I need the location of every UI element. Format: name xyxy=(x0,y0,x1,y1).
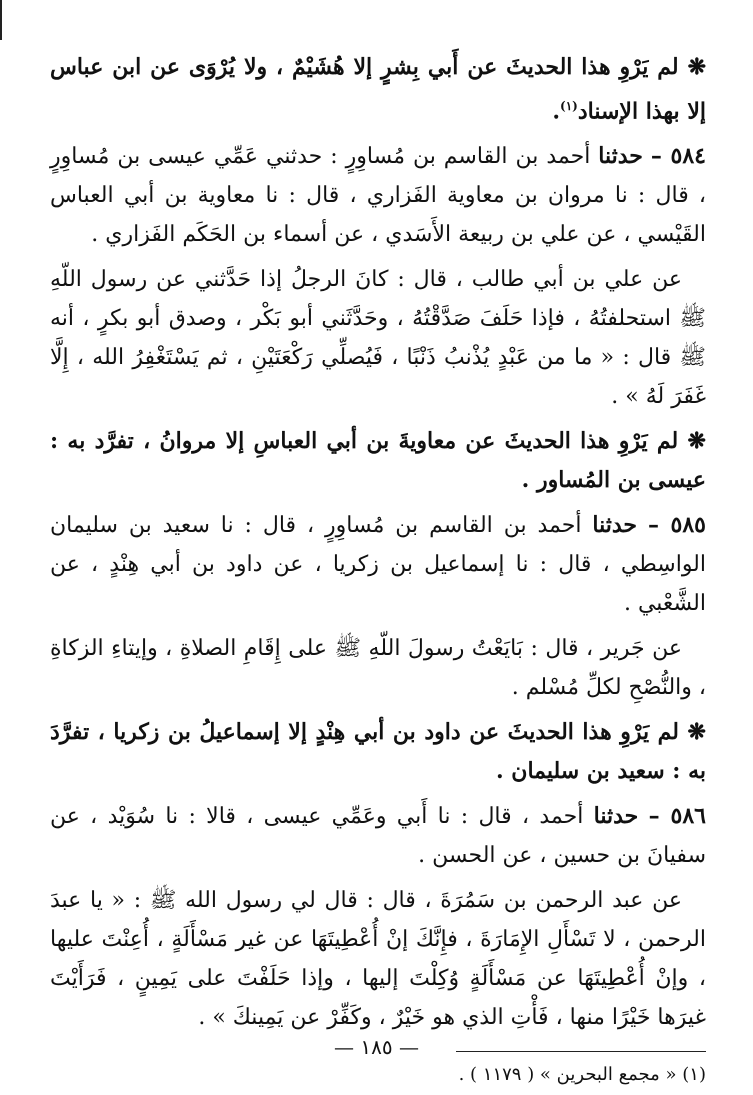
note-end: . xyxy=(521,467,530,494)
hadith-lead: حدثنا xyxy=(593,803,639,830)
note-paragraph-1 xyxy=(50,48,706,131)
footnote: (١) « مجمع البحرين » ( ١١٧٩ ) . xyxy=(458,1064,706,1086)
document-page xyxy=(50,48,706,1090)
hadith-584-matn: عن علي بن أبي طالب ، قال : كانَ الرجلُ إذا حَدَّثني عن رسول اللّهِ ﷺ استحلفتُهُ ، فإذا حَلَفَ صَدَّقْتُهُ ، وحَدَّثَني أبو بَكْر ، وصدق أبو بكرٍ ، أنه ﷺ قال : « ما من عَبْدٍ يُذْنبُ ذَنْبًا ، فَيُصلِّي رَكْعَتَيْنِ ، ثم يَسْتَغْفِرُ الله ، إِلَّا غَفَرَ لَهُ » . xyxy=(50,267,706,410)
note-end: . xyxy=(495,758,504,785)
note-end: . xyxy=(552,98,561,125)
hadith-number: ٥٨٤ – xyxy=(650,143,706,170)
margin-rule xyxy=(0,0,2,40)
hadith-585-matn: عن جَرير ، قال : بَايَعْتُ رسولَ اللّهِ ﷺ على إِقَامِ الصلاةِ ، وإيتاءِ الزكاةِ ، والنُّصْحِ لكلِّ مُسْلم . xyxy=(50,636,706,701)
hadith-584-isnad xyxy=(50,137,706,254)
note-text: لم يَرْوِ هذا الحديثَ عن معاويةَ بن أبي العباسِ إلا مروانُ ، تفرَّد به : عيسى بن المُساور xyxy=(50,428,706,494)
asterism-icon: ❋ xyxy=(687,719,706,746)
footnote-ref[interactable]: (١) xyxy=(560,99,578,113)
note-text: لم يَرْوِ هذا الحديثَ عن داود بن أبي هِنْدٍ إلا إسماعيلُ بن زكريا ، تفرَّدَ به : سعيد بن سليمان xyxy=(50,719,706,785)
asterism-icon: ❋ xyxy=(687,428,706,455)
hadith-586-isnad xyxy=(50,797,706,875)
note-text: لم يَرْوِ هذا الحديثَ عن أَبي بِشرٍ إلا هُشَيْمٌ ، ولا يُرْوَى عن ابن عباس إلا بهذا الإسناد xyxy=(50,54,706,125)
isnad-text: أحمد بن القاسم بن مُساوِرٍ : حدثني عَمِّي عيسى بن مُساوِرٍ ، قال : نا مروان بن معاوية الفَزاري ، قال : نا معاوية بن أبي العباس القَيْسي ، عن علي بن ربيعة الأَسَدي ، عن أسماء بن الحَكَم الفَزاري . xyxy=(50,144,706,248)
hadith-number: ٥٨٦ – xyxy=(648,803,706,830)
hadith-lead: حدثنا xyxy=(598,143,643,170)
isnad-text: أحمد ، قال : نا أَبي وعَمِّي عيسى ، قالا : نا سُوَيْد ، عن سفيانَ بن حسين ، عن الحسن . xyxy=(50,804,706,869)
hadith-586-matn: عن عبد الرحمن بن سَمُرَةَ ، قال : قال لي رسول الله ﷺ : « يا عبدَ الرحمن ، لا تَسْأَلِ الإِمَارَةَ ، فإِنَّكَ إنْ أُعْطِيتَهَا عن غير مَسْأَلَةٍ ، أُعِنْتَ عليها ، وإنْ أُعْطِيتَهَا عن مَسْأَلَةٍ وُكِلْتَ إليها ، وإذا حَلَفْتَ على يَمِينٍ ، فَرَأَيْتَ غيرَها خَيْرًا منها ، فَأْتِ الذي هو خَيْرٌ ، وكَفِّرْ عن يَمِينكَ » . xyxy=(50,888,706,1031)
note-paragraph-3 xyxy=(50,713,706,791)
isnad-text: أحمد بن القاسم بن مُساوِرٍ ، قال : نا سعيد بن سليمان الواسِطي ، قال : نا إسماعيل بن زكريا ، عن داود بن أبي هِنْدٍ ، عن الشَّعْبي . xyxy=(50,513,706,617)
hadith-number: ٥٨٥ – xyxy=(647,512,706,539)
hadith-lead: حدثنا xyxy=(592,512,638,539)
asterism-icon: ❋ xyxy=(687,54,706,80)
hadith-585-isnad xyxy=(50,506,706,623)
note-paragraph-2 xyxy=(50,422,706,500)
page-number: — ١٨٥ — xyxy=(334,1035,419,1059)
